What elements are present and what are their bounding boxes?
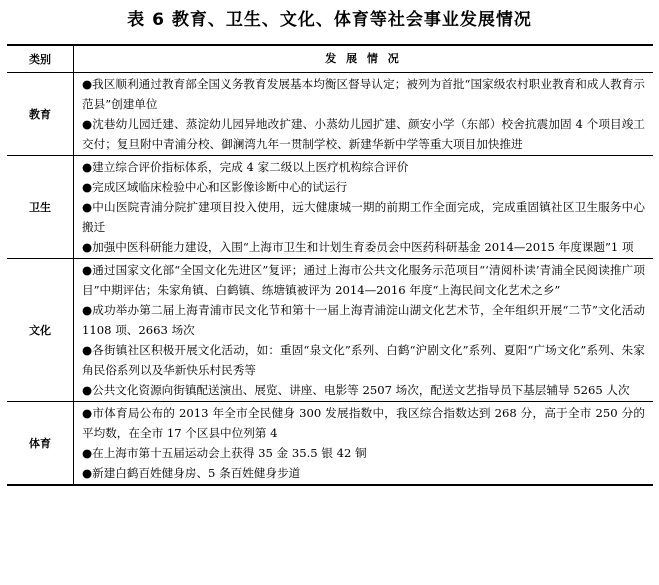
list-item: ●我区顺利通过教育部全国义务教育发展基本均衡区督导认定；被列为首批“国家级农村职业教育和成人教育示范县”创建单位: [82, 77, 645, 111]
category-cell: 教育: [29, 108, 51, 121]
list-item: ●完成区域临床检验中心和区影像诊断中心的试运行: [82, 180, 348, 194]
list-item: ●加强中医科研能力建设，入围“上海市卫生和计划生育委员会中医药科研基金 2014—2015 年度课题”1 项: [82, 240, 634, 254]
list-item: ●新建白鹤百姓健身房、5 条百姓健身步道: [82, 466, 301, 480]
situation-cell: [73, 259, 653, 401]
header-situation: 发 展 情 况: [73, 46, 653, 72]
situation-cell: [73, 156, 653, 258]
list-item: ●在上海市第十五届运动会上获得 35 金 35.5 银 42 铜: [82, 446, 367, 460]
list-item: ●各街镇社区积极开展文化活动，如：重固“泉文化”系列、白鹤“沪剧文化”系列、夏阳“广场文化”系列、朱家角民俗系列以及华新快乐村民秀等: [82, 343, 645, 377]
category-cell: 体育: [29, 437, 51, 450]
list-item: ●建立综合评价指标体系，完成 4 家二级以上医疗机构综合评价: [82, 160, 409, 174]
category-cell: 卫生: [29, 201, 51, 214]
list-item: ●市体育局公布的 2013 年全市全民健身 300 发展指数中，我区综合指数达到 268 分，高于全市 250 分的平均数，在全市 17 个区县中位列第 4: [82, 406, 645, 440]
list-item: ●沈巷幼儿园迁建、蒸淀幼儿园异地改扩建、小蒸幼儿园扩建、颜安小学（东部）校舍抗震加固 4 个项目竣工交付；复旦附中青浦分校、御澜湾九年一贯制学校、新建华新中学等重大项目加快推进: [82, 117, 645, 151]
table-title: 表 6 教育、卫生、文化、体育等社会事业发展情况: [127, 10, 532, 30]
list-item: ●公共文化资源向街镇配送演出、展览、讲座、电影等 2507 场次，配送文艺指导员下基层辅导 5265 人次: [82, 383, 630, 397]
table-header-row: [7, 46, 653, 72]
row-culture: [7, 258, 653, 401]
list-item: ●通过国家文化部“全国文化先进区”复评；通过上海市公共文化服务示范项目“‘清阅朴读’青浦全民阅读推广项目”中期评估；朱家角镇、白鹤镇、练塘镇被评为 2014—2016 年度“上海民间文化艺术之乡”: [82, 263, 645, 297]
situation-cell: [73, 402, 653, 484]
row-education: [7, 72, 653, 155]
list-item: ●成功举办第二届上海青浦市民文化节和第十一届上海青浦淀山湖文化艺术节，全年组织开展“二节”文化活动 1108 项、2663 场次: [82, 303, 645, 337]
header-category: 类别: [29, 53, 51, 66]
list-item: ●中山医院青浦分院扩建项目投入使用，远大健康城一期的前期工作全面完成，完成重固镇社区卫生服务中心搬迁: [82, 200, 645, 234]
category-cell: 文化: [29, 324, 51, 337]
row-health: [7, 155, 653, 258]
development-table: [7, 44, 653, 486]
situation-cell: [73, 73, 653, 155]
row-sports: [7, 401, 653, 484]
